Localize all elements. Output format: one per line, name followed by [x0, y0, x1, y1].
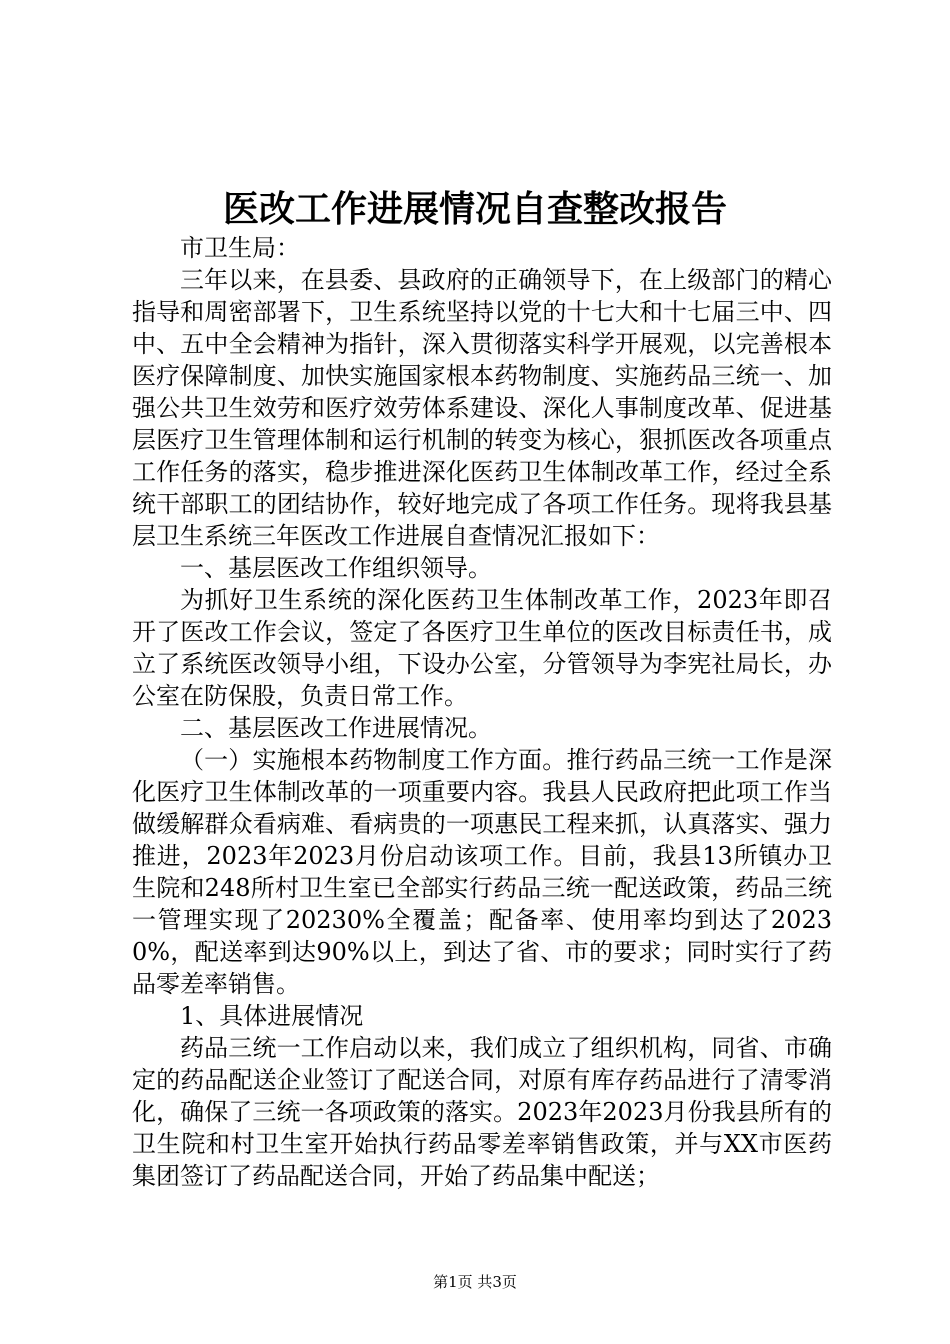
document-body — [132, 232, 832, 1192]
section-heading-2: 二、基层医改工作进展情况。 — [180, 714, 492, 742]
document-title: 医改工作进展情况自查整改报告 — [222, 188, 727, 230]
page-footer: 第1页 共3页 — [433, 1273, 517, 1291]
subsection-1-paragraph: （一）实施根本药物制度工作方面。推行药品三统一工作是深化医疗卫生体制改革的一项重要内容。我县人民政府把此项工作当做缓解群众看病难、看病贵的一项惠民工程来抓，认真落实、强力推进，2023年2023月份启动该项工作。目前，我县13所镇办卫生院和248所村卫生室已全部实行药品三统一配送政策，药品三统一管理实现了20230%全覆盖；配备率、使用率均到达了20230%，配送率到达90%以上，到达了省、市的要求；同时实行了药品零差率销售。 — [132, 746, 832, 998]
item-heading-1: 1、具体进展情况 — [180, 1002, 364, 1030]
section-heading-1: 一、基层医改工作组织领导。 — [180, 554, 492, 582]
intro-paragraph: 三年以来，在县委、县政府的正确领导下，在上级部门的精心指导和周密部署下，卫生系统坚持以党的十七大和十七届三中、四中、五中全会精神为指针，深入贯彻落实科学开展观，以完善根本医疗保障制度、加快实施国家根本药物制度、实施药品三统一、加强公共卫生效劳和医疗效劳体系建设、深化人事制度改革、促进基层医疗卫生管理体制和运行机制的转变为核心，狠抓医改各项重点工作任务的落实，稳步推进深化医药卫生体制改革工作，经过全系统干部职工的团结协作，较好地完成了各项工作任务。现将我县基层卫生系统三年医改工作进展自查情况汇报如下： — [132, 266, 832, 550]
item-1-paragraph: 药品三统一工作启动以来，我们成立了组织机构，同省、市确定的药品配送企业签订了配送合同，对原有库存药品进行了清零消化，确保了三统一各项政策的落实。2023年2023月份我县所有的卫生院和村卫生室开始执行药品零差率销售政策，并与XX市医药集团签订了药品配送合同，开始了药品集中配送； — [132, 1034, 832, 1190]
salutation: 市卫生局： — [180, 234, 300, 262]
section-1-paragraph: 为抓好卫生系统的深化医药卫生体制改革工作，2023年即召开了医改工作会议，签定了各医疗卫生单位的医改目标责任书，成立了系统医改领导小组，下设办公室，分管领导为李宪社局长，办公室在防保股，负责日常工作。 — [132, 586, 832, 710]
